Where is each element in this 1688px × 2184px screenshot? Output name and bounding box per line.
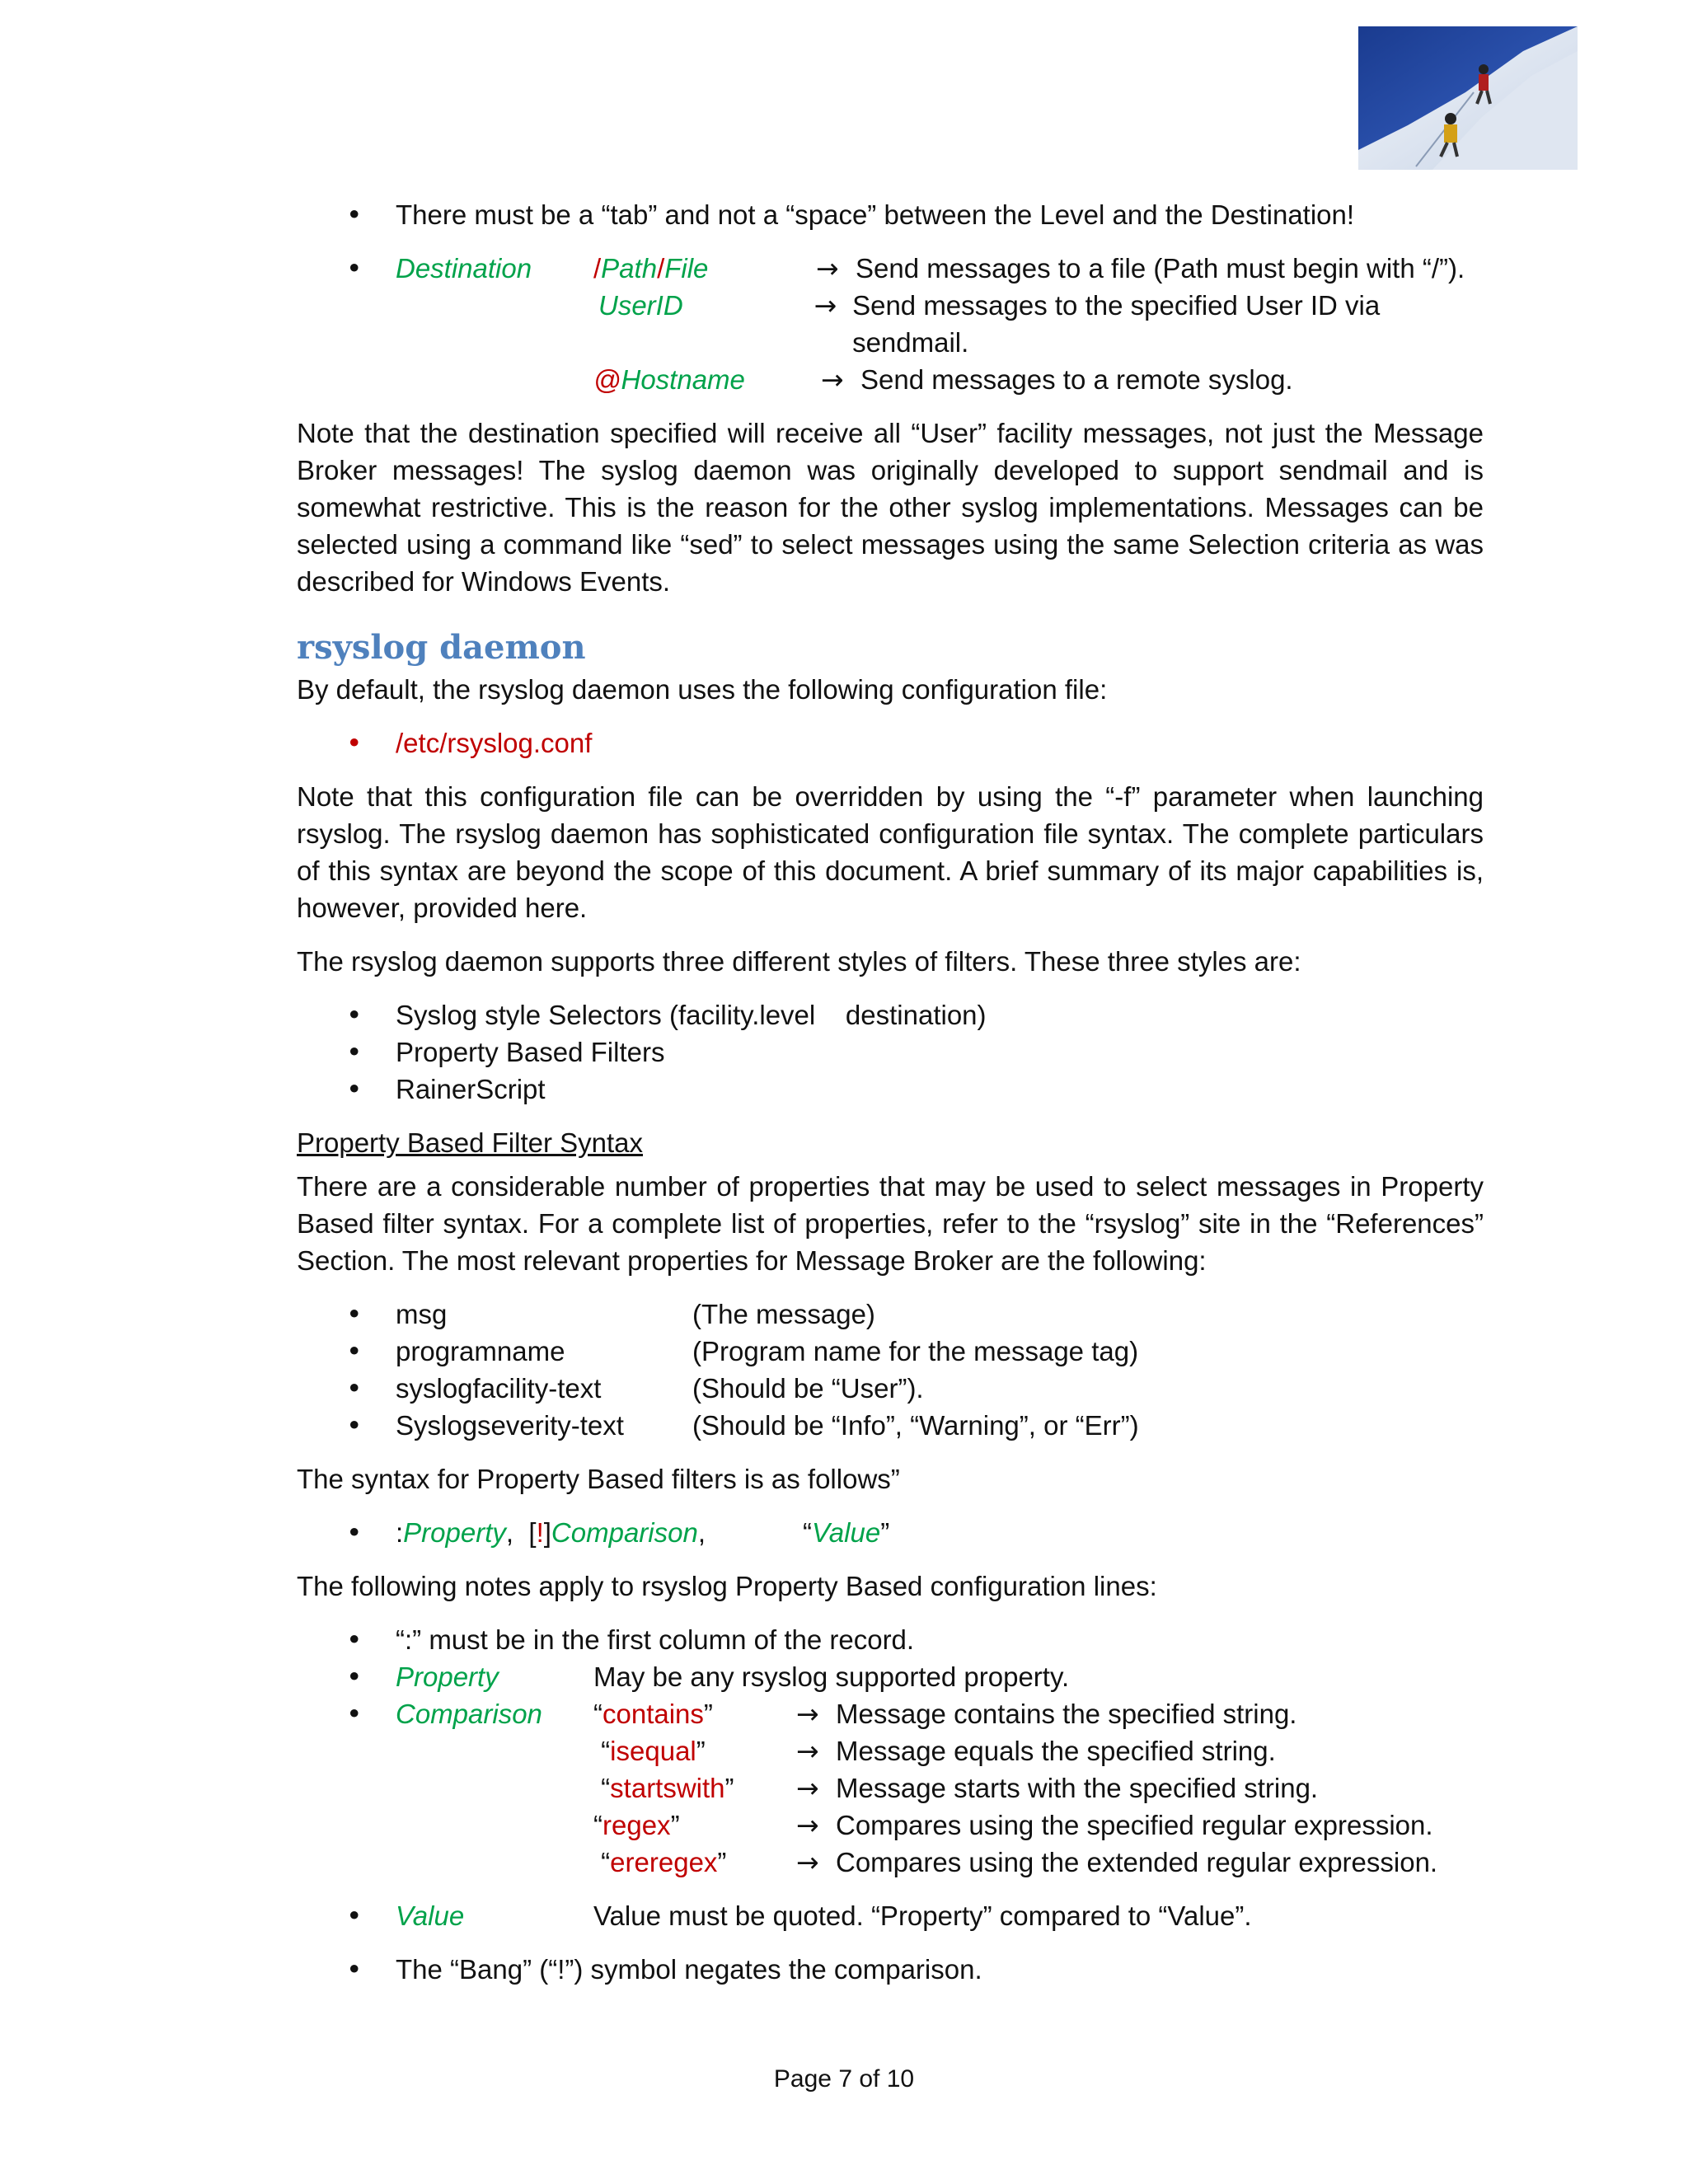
quote: ” bbox=[696, 1736, 706, 1766]
property-name: • msg bbox=[396, 1299, 448, 1329]
notes-list bbox=[297, 1621, 1484, 1881]
property-filter-subheading: Property Based Filter Syntax bbox=[297, 1127, 644, 1158]
syntax-comparison: Comparison bbox=[551, 1517, 698, 1548]
note-property-label: Property bbox=[396, 1661, 499, 1692]
destination-note-paragraph: Note that the destination specified will receive all “User” facility messages, not just the Message Broker messages! The syslog daemon was originally developed to support sendmail and is somewhat restrictive. This is the reason for the other syslog implementations. Messages can be selected using a command like “sed” to select messages using the same Selection criteria as was described for Windows Events. bbox=[297, 418, 1484, 597]
quote: “ bbox=[593, 1699, 603, 1729]
syntax-close-quote: ” bbox=[880, 1517, 890, 1548]
comparison-op: ereregex bbox=[610, 1847, 718, 1877]
list-item bbox=[297, 1897, 1484, 1934]
arrow-icon: → bbox=[796, 1698, 819, 1730]
note-value-label: Value bbox=[396, 1900, 465, 1931]
arrow-icon: → bbox=[814, 289, 837, 321]
rsyslog-intro: By default, the rsyslog daemon uses the following configuration file: bbox=[297, 674, 1108, 705]
tab-note-text: There must be a “tab” and not a “space” between the Level and the Destination! bbox=[396, 199, 1355, 230]
comparison-row bbox=[297, 1732, 1484, 1769]
comparison-op: regex bbox=[603, 1810, 671, 1840]
comparison-op: contains bbox=[603, 1699, 704, 1729]
comparison-desc: Compares using the specified regular expression. bbox=[836, 1810, 1433, 1840]
property-name: • syslogfacility-text bbox=[396, 1373, 602, 1404]
mountain-climbers-photo bbox=[1358, 26, 1578, 170]
comparison-desc: Message equals the specified string. bbox=[836, 1736, 1276, 1766]
property-desc: (The message) bbox=[692, 1299, 875, 1329]
list-item bbox=[297, 1296, 1484, 1333]
property-name: • programname bbox=[396, 1336, 565, 1366]
arrow-icon: → bbox=[796, 1772, 819, 1804]
quote: “ bbox=[593, 1773, 611, 1803]
comparison-desc: Message starts with the specified string. bbox=[836, 1773, 1319, 1803]
list-item: • Syslog style Selectors (facility.level destination) bbox=[297, 996, 1484, 1033]
syntax-intro: The syntax for Property Based filters is as follows” bbox=[297, 1464, 900, 1494]
comparison-desc: Compares using the extended regular expression. bbox=[836, 1847, 1438, 1877]
filter-styles-list bbox=[297, 996, 1484, 1108]
quote: “ bbox=[593, 1810, 603, 1840]
destination-list bbox=[297, 250, 1484, 398]
property-desc: (Program name for the message tag) bbox=[692, 1336, 1139, 1366]
tab-note-bullet bbox=[297, 196, 1484, 233]
notes-intro: The following notes apply to rsyslog Property Based configuration lines: bbox=[297, 1571, 1157, 1601]
list-item: • “:” must be in the first column of the record. bbox=[297, 1621, 1484, 1658]
path-label: Path bbox=[601, 253, 658, 284]
destination-userid-row bbox=[297, 287, 1484, 361]
properties-list bbox=[297, 1296, 1484, 1444]
comparison-row bbox=[297, 1769, 1484, 1807]
destination-label: Destination bbox=[396, 253, 532, 284]
quote: ” bbox=[703, 1699, 713, 1729]
syntax-sep: , [ bbox=[505, 1517, 537, 1548]
arrow-icon: → bbox=[821, 363, 844, 396]
syntax-close: ] bbox=[543, 1517, 551, 1548]
rsyslog-heading: rsyslog daemon bbox=[297, 628, 586, 667]
quote: “ bbox=[593, 1847, 611, 1877]
config-file-bullet: • /etc/rsyslog.conf bbox=[297, 724, 1484, 762]
properties-intro-paragraph: There are a considerable number of properties that may be used to select messages in Property Based filter syntax. For a complete list of properties, refer to the “rsyslog” site in the “References” Section. The most relevant properties for Message Broker are the following: bbox=[297, 1171, 1484, 1276]
list-item bbox=[297, 1695, 1484, 1732]
quote: ” bbox=[717, 1847, 727, 1877]
userid-label: UserID bbox=[598, 290, 683, 321]
syntax-property: Property bbox=[403, 1517, 506, 1548]
property-name: • Syslogseverity-text bbox=[396, 1410, 624, 1441]
filter-styles-intro: The rsyslog daemon supports three different styles of filters. These three styles are: bbox=[297, 946, 1301, 977]
syntax-open-quote: “ bbox=[803, 1517, 813, 1548]
comparison-op: isequal bbox=[610, 1736, 696, 1766]
dest-host-desc: Send messages to a remote syslog. bbox=[860, 364, 1293, 395]
note-comparison-label: Comparison bbox=[396, 1699, 542, 1729]
file-slash: / bbox=[657, 253, 665, 284]
arrow-icon: → bbox=[796, 1809, 819, 1841]
destination-file-row bbox=[297, 250, 1484, 287]
list-item: • Property Based Filters bbox=[297, 1033, 1484, 1071]
arrow-icon: → bbox=[816, 252, 839, 284]
quote: ” bbox=[670, 1810, 680, 1840]
note-value-desc: Value must be quoted. “Property” compared to “Value”. bbox=[593, 1900, 1252, 1931]
hostname-at: @ bbox=[593, 364, 621, 395]
path-slash: / bbox=[593, 253, 602, 284]
dest-userid-desc: Send messages to the specified User ID via sendmail. bbox=[852, 290, 1381, 358]
arrow-icon: → bbox=[796, 1846, 819, 1878]
file-label: File bbox=[664, 253, 709, 284]
list-item bbox=[297, 1333, 1484, 1370]
list-item bbox=[297, 1407, 1484, 1444]
list-item bbox=[297, 1370, 1484, 1407]
arrow-icon: → bbox=[796, 1735, 819, 1767]
syntax-bang: ! bbox=[536, 1517, 544, 1548]
syntax-value: Value bbox=[812, 1517, 881, 1548]
hostname-label: Hostname bbox=[621, 364, 745, 395]
list-item: • RainerScript bbox=[297, 1071, 1484, 1108]
comparison-row bbox=[297, 1844, 1484, 1881]
comparison-op: startswith bbox=[610, 1773, 725, 1803]
page-content bbox=[297, 196, 1484, 2004]
dest-file-desc: Send messages to a file (Path must begin with “/”). bbox=[856, 253, 1465, 284]
list-item bbox=[297, 1658, 1484, 1695]
rsyslog-override-paragraph: Note that this configuration file can be overridden by using the “-f” parameter when launching rsyslog. The rsyslog daemon has sophisticated configuration file syntax. The complete particulars of this syntax are beyond the scope of this document. A brief summary of its major capabilities is, however, provided here. bbox=[297, 781, 1484, 923]
list-item: • The “Bang” (“!”) symbol negates the comparison. bbox=[297, 1951, 1484, 1988]
quote: “ bbox=[593, 1736, 611, 1766]
comparison-desc: Message contains the specified string. bbox=[836, 1699, 1297, 1729]
quote: ” bbox=[724, 1773, 734, 1803]
comparison-row bbox=[297, 1807, 1484, 1844]
note-property-desc: May be any rsyslog supported property. bbox=[593, 1661, 1070, 1692]
destination-host-row bbox=[297, 361, 1484, 398]
syntax-colon: : bbox=[396, 1517, 404, 1548]
page-number: Page 7 of 10 bbox=[773, 2065, 915, 2093]
property-desc: (Should be “Info”, “Warning”, or “Err”) bbox=[692, 1410, 1139, 1441]
property-desc: (Should be “User”). bbox=[692, 1373, 924, 1404]
syntax-bullet bbox=[297, 1514, 1484, 1551]
syntax-comma: , bbox=[697, 1517, 706, 1548]
